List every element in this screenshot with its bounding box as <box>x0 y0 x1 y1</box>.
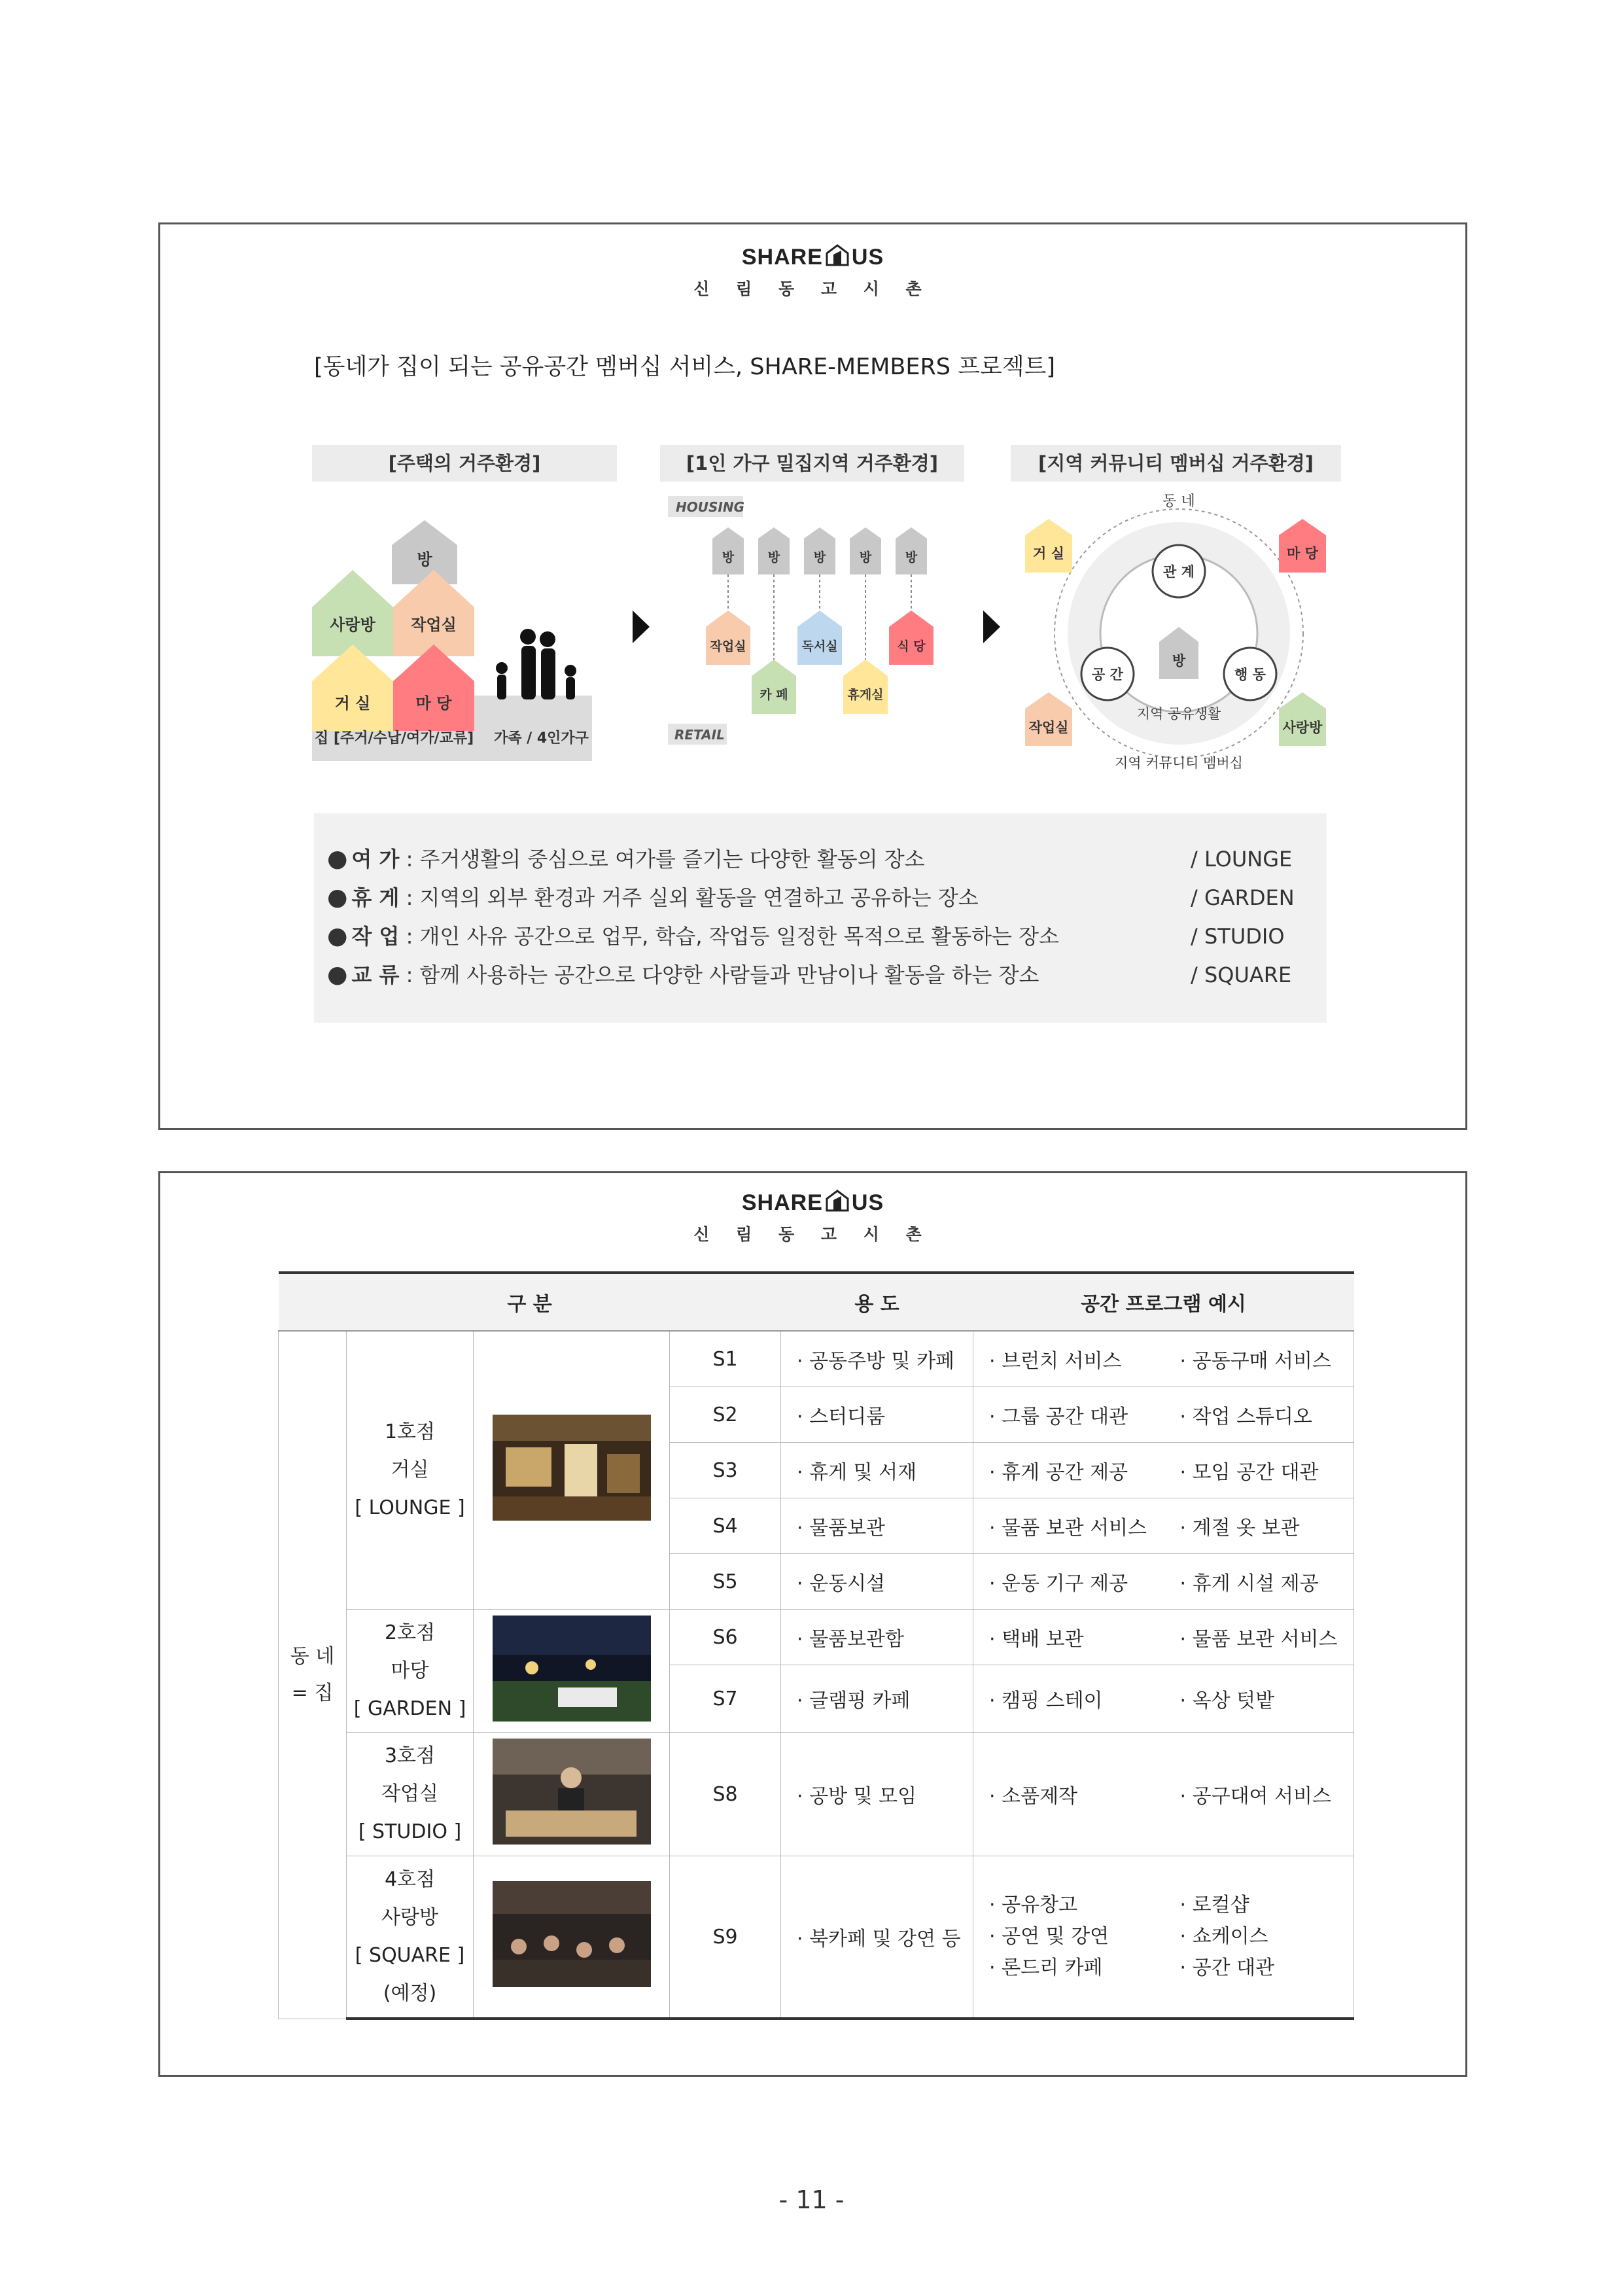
table-row <box>279 1331 1354 1387</box>
housing-label: HOUSING <box>676 499 744 515</box>
diagram3-title: [지역 커뮤니티 멤버십 거주환경] <box>1011 445 1341 482</box>
region-cell <box>279 1331 347 2019</box>
region-line: = 집 <box>291 1681 334 1704</box>
program-item: · 로컬샵 <box>1179 1894 1249 1916</box>
definition-desc: : 개인 사유 공간으로 업무, 학습, 작업등 일정한 목적으로 활동하는 장소 <box>399 924 1059 949</box>
concept-panel <box>158 222 1467 1130</box>
space-use: · 공동주방 및 카페 <box>781 1331 973 1387</box>
branch-number: 3호점 <box>384 1744 436 1767</box>
program-item: · 캠핑 스테이 <box>973 1665 1164 1733</box>
branch-photo-cell <box>474 1733 670 1856</box>
studio-photo <box>493 1739 651 1845</box>
definition-row <box>327 920 1308 953</box>
header-program: 공간 프로그램 예시 <box>973 1273 1354 1331</box>
bottom-caption: 지역 커뮤니티 멤버십 <box>1115 755 1243 771</box>
space-use: · 스터디룸 <box>781 1387 973 1443</box>
program-item: · 옥상 텃밭 <box>1164 1665 1354 1733</box>
space-use: · 휴게 및 서재 <box>781 1443 973 1498</box>
corner-living-label: 거 실 <box>1033 546 1064 561</box>
program-item-list <box>1164 1856 1354 2019</box>
branch-photo-cell <box>474 1856 670 2019</box>
branch-cell <box>347 1331 474 1610</box>
program-item: · 공간 대관 <box>1179 1956 1275 1979</box>
room-label: 방 <box>905 550 918 565</box>
space-use: · 북카페 및 강연 등 <box>781 1856 973 2019</box>
space-code: S2 <box>670 1387 781 1443</box>
bullet-icon: ● <box>327 961 348 988</box>
inner-caption: 지역 공유생활 <box>1136 706 1221 722</box>
program-item: · 공구대여 서비스 <box>1164 1733 1354 1856</box>
bullet-icon: ● <box>327 923 348 949</box>
program-item: · 작업 스튜디오 <box>1164 1387 1354 1443</box>
branch-status: (예정) <box>383 1982 437 2005</box>
program-item: · 론드리 카페 <box>989 1956 1103 1979</box>
space-use: · 운동시설 <box>781 1554 973 1610</box>
house-living-label: 거 실 <box>334 694 371 713</box>
program-item: · 쇼케이스 <box>1179 1925 1268 1948</box>
definition-en: / GARDEN <box>1191 885 1295 910</box>
space-code: S9 <box>670 1856 781 2019</box>
diagram1-title: [주택의 거주환경] <box>312 445 617 482</box>
branch-number: 4호점 <box>384 1868 436 1891</box>
definition-desc: : 주거생활의 중심으로 여가를 즐기는 다양한 활동의 장소 <box>399 847 925 872</box>
branch-cell <box>347 1733 474 1856</box>
program-item: · 공유창고 <box>989 1894 1078 1916</box>
house-icon <box>824 244 850 272</box>
corner-yard-label: 마 당 <box>1287 546 1318 561</box>
definition-term: 휴 게 <box>351 885 400 910</box>
section-heading: [동네가 집이 되는 공유공간 멤버십 서비스, SHARE-MEMBERS 프로젝트] <box>314 354 1056 380</box>
retail-workshop-label: 작업실 <box>710 639 746 654</box>
definition-en: / SQUARE <box>1191 963 1292 987</box>
retail-lounge-label: 휴게실 <box>847 688 884 702</box>
space-use: · 글램핑 카페 <box>781 1665 973 1733</box>
room-label: 방 <box>767 550 780 565</box>
bullet-icon: ● <box>327 884 348 911</box>
space-code: S8 <box>670 1733 781 1856</box>
space-code: S6 <box>670 1610 781 1665</box>
branch-name: 작업실 <box>381 1782 438 1805</box>
program-item: · 소품제작 <box>973 1733 1164 1856</box>
program-item: · 계절 옷 보관 <box>1164 1498 1354 1554</box>
table-row <box>279 1856 1354 2019</box>
logo-brand-right: US <box>851 1190 884 1215</box>
space-use: · 물품보관함 <box>781 1610 973 1665</box>
branch-number: 2호점 <box>384 1621 436 1644</box>
square-photo <box>493 1881 651 1987</box>
definition-term: 여 가 <box>351 847 400 872</box>
house-icon <box>824 1190 850 1218</box>
house-caption-right: 가족 / 4인가구 <box>494 730 589 747</box>
definition-row <box>327 843 1308 875</box>
space-code: S1 <box>670 1331 781 1387</box>
branch-type: [ SQUARE ] <box>355 1944 465 1967</box>
center-room-label: 방 <box>1172 653 1186 669</box>
house-workshop-label: 작업실 <box>411 616 457 634</box>
bullet-icon: ● <box>327 845 348 872</box>
single-household-diagram <box>660 496 968 777</box>
program-item: · 모임 공간 대관 <box>1164 1443 1354 1498</box>
branch-photo-cell <box>474 1610 670 1733</box>
header-category: 구 분 <box>279 1273 781 1331</box>
definition-en: / LOUNGE <box>1191 847 1293 872</box>
program-item: · 물품 보관 서비스 <box>973 1498 1164 1554</box>
branch-type: [ STUDIO ] <box>358 1820 462 1843</box>
program-item: · 브런치 서비스 <box>973 1331 1164 1387</box>
definition-desc: : 함께 사용하는 공간으로 다양한 사람들과 만남이나 활동을 하는 장소 <box>399 963 1039 987</box>
share-us-logo <box>160 244 1465 300</box>
arrow-icon <box>983 610 1003 646</box>
space-code: S5 <box>670 1554 781 1610</box>
program-panel <box>158 1171 1467 2077</box>
table-header-row <box>279 1273 1354 1331</box>
program-item: · 그룹 공간 대관 <box>973 1387 1164 1443</box>
arrow-icon <box>633 610 652 646</box>
space-use: · 공방 및 모임 <box>781 1733 973 1856</box>
garden-photo <box>493 1616 651 1722</box>
space-use: · 물품보관 <box>781 1498 973 1554</box>
branch-number: 1호점 <box>384 1421 436 1443</box>
program-item: · 공동구매 서비스 <box>1164 1331 1354 1387</box>
community-diagram <box>1011 493 1341 781</box>
definition-row <box>327 959 1308 991</box>
program-item-list <box>973 1856 1164 2019</box>
program-item: · 운동 기구 제공 <box>973 1554 1164 1610</box>
room-label: 방 <box>859 550 872 565</box>
program-item: · 휴게 공간 제공 <box>973 1443 1164 1498</box>
logo-subtitle: 신 림 동 고 시 촌 <box>693 1225 932 1244</box>
lounge-photo <box>493 1415 651 1521</box>
definition-row <box>327 881 1308 914</box>
definition-term: 교 류 <box>351 963 400 987</box>
retail-cafe-label: 카 페 <box>759 688 788 702</box>
definition-en: / STUDIO <box>1191 924 1285 949</box>
house-sarangbang-label: 사랑방 <box>330 616 375 634</box>
retail-label: RETAIL <box>674 727 725 743</box>
action-circle-label: 행 동 <box>1234 667 1266 682</box>
house-caption-left: 집 [주거/수납/여가/교류] <box>315 730 474 747</box>
logo-subtitle: 신 림 동 고 시 촌 <box>693 279 932 298</box>
table-row <box>279 1733 1354 1856</box>
program-item: · 물품 보관 서비스 <box>1164 1610 1354 1665</box>
corner-workshop-label: 작업실 <box>1028 720 1069 735</box>
page-number: - 11 - <box>778 2185 845 2214</box>
house-diagram <box>312 499 620 774</box>
branch-photo-cell <box>474 1331 670 1610</box>
space-code: S4 <box>670 1498 781 1554</box>
branch-name: 마당 <box>391 1659 429 1682</box>
space-code: S3 <box>670 1443 781 1498</box>
corner-sarangbang-label: 사랑방 <box>1282 720 1323 735</box>
retail-restaurant-label: 식 당 <box>897 639 926 654</box>
relation-circle-label: 관 계 <box>1163 564 1195 580</box>
logo-brand-left: SHARE <box>741 1190 823 1215</box>
branch-type: [ LOUNGE ] <box>355 1496 465 1519</box>
branch-name: 거실 <box>391 1458 429 1481</box>
space-code: S7 <box>670 1665 781 1733</box>
diagram2-title: [1인 가구 밀집지역 거주환경] <box>660 445 964 482</box>
house-room-label: 방 <box>417 550 432 569</box>
program-item: · 택배 보관 <box>973 1610 1164 1665</box>
house-yard-label: 마 당 <box>415 694 452 713</box>
branch-cell <box>347 1610 474 1733</box>
program-table <box>278 1271 1354 2020</box>
branch-name: 사랑방 <box>381 1906 438 1929</box>
retail-reading-room-label: 독서실 <box>801 639 838 654</box>
room-label: 방 <box>813 550 826 565</box>
logo-brand-right: US <box>851 245 884 270</box>
share-us-logo <box>160 1190 1465 1245</box>
branch-type: [ GARDEN ] <box>353 1697 466 1720</box>
definition-box <box>314 813 1327 1023</box>
program-item: · 공연 및 강연 <box>989 1925 1109 1948</box>
logo-brand-left: SHARE <box>741 245 823 270</box>
definition-desc: : 지역의 외부 환경과 거주 실외 활동을 연결하고 공유하는 장소 <box>399 885 979 910</box>
region-line: 동 네 <box>290 1644 335 1668</box>
header-use: 용 도 <box>781 1273 973 1331</box>
neighborhood-label: 동 네 <box>1162 493 1195 510</box>
definition-term: 작 업 <box>351 924 400 949</box>
branch-cell <box>347 1856 474 2019</box>
table-row <box>279 1610 1354 1665</box>
room-label: 방 <box>722 550 735 565</box>
space-circle-label: 공 간 <box>1092 667 1123 682</box>
program-item: · 휴게 시설 제공 <box>1164 1554 1354 1610</box>
family-icon <box>496 629 576 699</box>
